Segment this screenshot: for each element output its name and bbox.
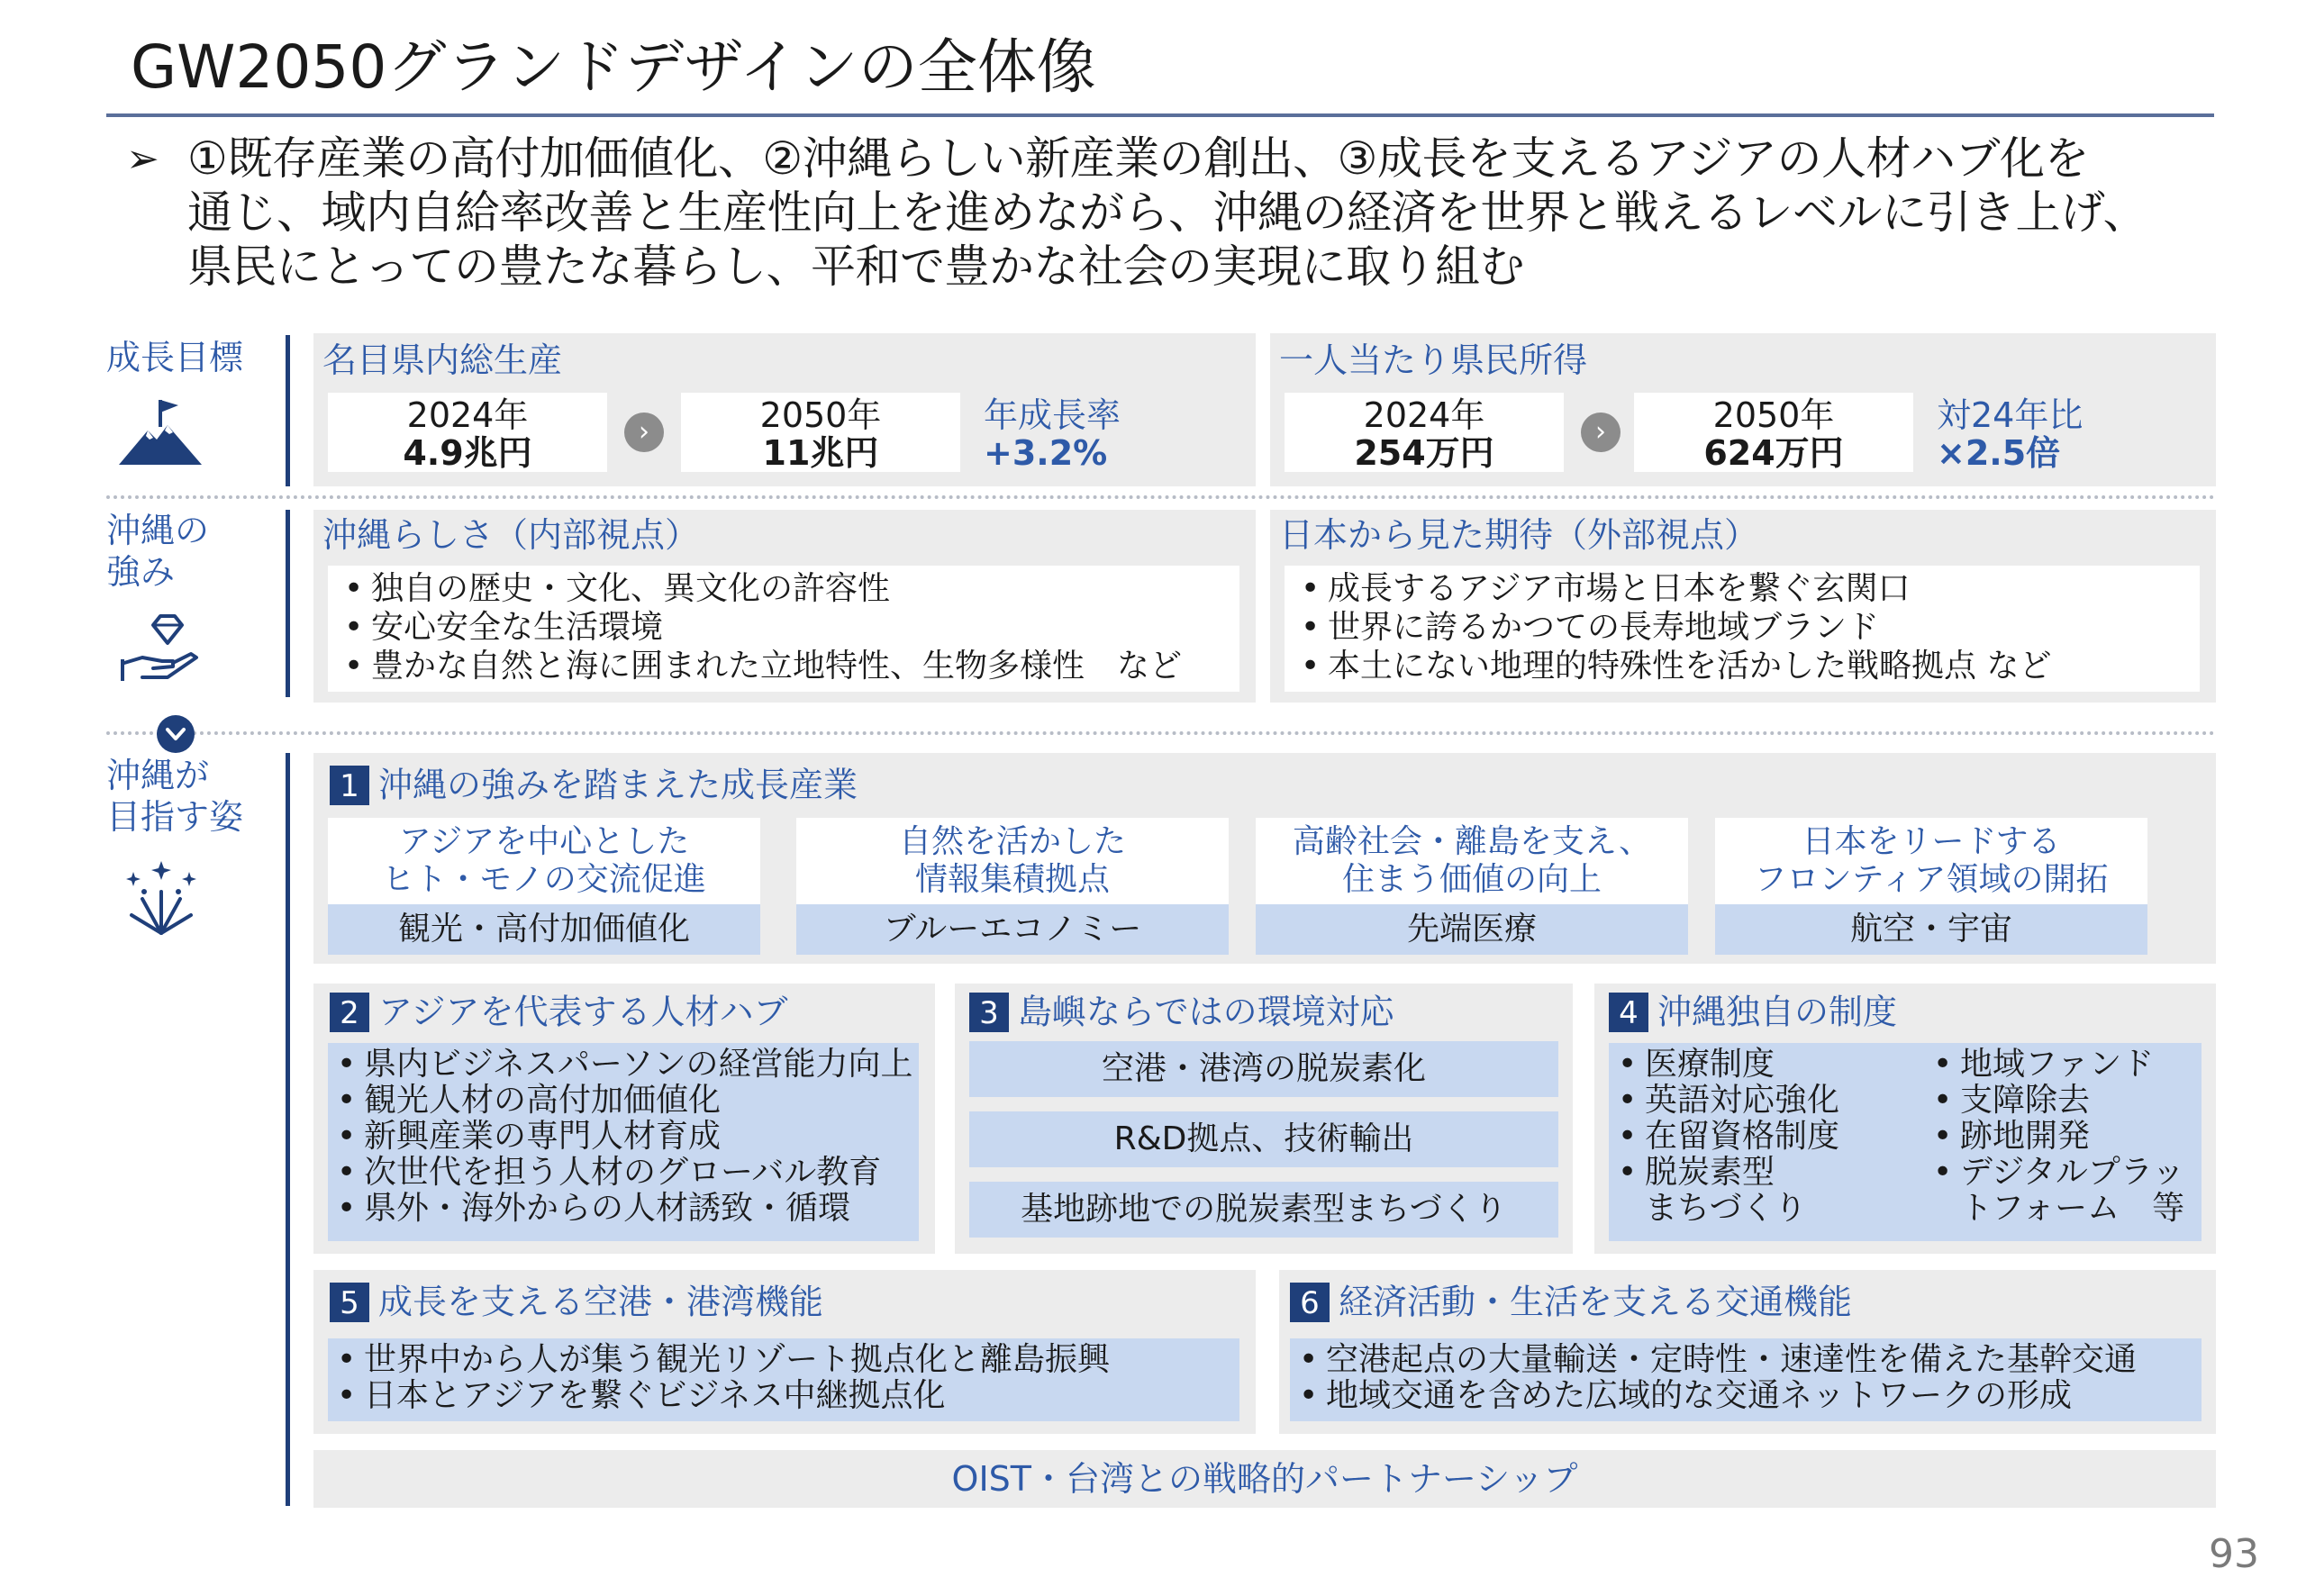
gdp-panel: [313, 333, 1256, 486]
section-5-list: [328, 1338, 1239, 1421]
section-1-panel: [313, 753, 2216, 964]
list-item: • 豊かな自然と海に囲まれた立地特性、生物多様性 など: [335, 647, 1239, 685]
separator-dotted: [106, 731, 2216, 735]
partnership-banner: OIST・台湾との戦略的パートナーシップ: [313, 1450, 2216, 1508]
row-divider-growth: [286, 335, 290, 486]
section-number: 2: [330, 993, 369, 1032]
list-item: • 空港起点の大量輸送・定時性・速達性を備えた基幹交通: [1290, 1342, 2202, 1378]
list-item-continuation: まちづくり: [1645, 1190, 1807, 1227]
income-heading: 一人当たり県民所得: [1279, 340, 1588, 380]
list-item: • 英語対応強化: [1609, 1083, 1915, 1119]
strength-external-panel: [1270, 510, 2216, 703]
section-4-list-right: [1924, 1047, 2194, 1227]
lead-bullet-icon: ➢: [126, 136, 159, 182]
section-6-list: [1290, 1338, 2202, 1421]
strength-internal-heading: 沖縄らしさ（内部視点）: [322, 515, 700, 555]
list-item: • デジタルプラッ: [1924, 1155, 2194, 1191]
section-5-heading: 5 成長を支える空港・港湾機能: [330, 1279, 823, 1323]
section-number: 4: [1609, 993, 1648, 1032]
strength-external-heading: 日本から見た期待（外部視点）: [1279, 515, 1759, 555]
section-number: 5: [330, 1283, 369, 1322]
row-label-vision: 沖縄が 目指す姿: [106, 756, 244, 837]
page-number: 93: [2209, 1531, 2259, 1577]
growth-industry-card: アジアを中心とした ヒト・モノの交流促進: [328, 818, 760, 904]
hand-diamond-icon: [119, 612, 202, 685]
row-divider-vision: [286, 753, 290, 1506]
income-2050-box: 2050年 624万円: [1634, 393, 1913, 472]
section-3-item: R&D拠点、技術輸出: [969, 1111, 1558, 1167]
section-4-list: [1609, 1043, 2202, 1241]
list-item-continuation: トフォーム 等: [1960, 1190, 2185, 1227]
row-divider-strength: [286, 510, 290, 697]
list-item: • 世界に誇るかつての長寿地域ブランド: [1292, 608, 2200, 647]
growth-industry-tag: 航空・宇宙: [1715, 904, 2147, 955]
fireworks-icon: [121, 859, 202, 935]
section-2-panel: [313, 984, 935, 1254]
income-2024-box: 2024年 254万円: [1285, 393, 1564, 472]
list-item: • 医療制度: [1609, 1047, 1915, 1083]
gdp-heading: 名目県内総生産: [322, 340, 563, 380]
section-3-panel: [955, 984, 1573, 1254]
section-1-heading: 1 沖縄の強みを踏まえた成長産業: [330, 762, 858, 806]
section-4-panel: [1594, 984, 2216, 1254]
section-3-item: 空港・港湾の脱炭素化: [969, 1041, 1558, 1097]
section-3-heading: 3 島嶼ならではの環境対応: [969, 989, 1394, 1033]
section-5-panel: [313, 1270, 1256, 1434]
growth-industry-tag: 観光・高付加価値化: [328, 904, 760, 955]
list-item: • 世界中から人が集う観光リゾート拠点化と離島振興: [328, 1342, 1239, 1378]
list-item: • 安心安全な生活環境: [335, 608, 1239, 647]
list-item: • 支障除去: [1924, 1083, 2194, 1119]
strength-internal-list: [328, 566, 1239, 692]
section-4-list-left: [1609, 1047, 1915, 1227]
list-item: • 次世代を担う人材のグローバル教育: [328, 1155, 919, 1191]
page-title: GW2050グランドデザインの全体像: [131, 32, 1096, 102]
gdp-2050-box: 2050年 11兆円: [681, 393, 960, 472]
list-item: • 新興産業の専門人材育成: [328, 1119, 919, 1155]
section-6-heading: 6 経済活動・生活を支える交通機能: [1290, 1279, 1852, 1323]
gdp-2024-box: 2024年 4.9兆円: [328, 393, 607, 472]
list-item: • 県外・海外からの人材誘致・循環: [328, 1191, 919, 1227]
growth-industry-card: 自然を活かした 情報集積拠点: [796, 818, 1229, 904]
chevron-down-icon: [157, 715, 195, 753]
list-item: • 脱炭素型: [1609, 1155, 1915, 1191]
section-number: 3: [969, 993, 1009, 1032]
lead-line: 県民にとっての豊たな暮らし、平和で豊かな社会の実現に取り組む: [187, 240, 1524, 293]
income-rate: 対24年比 ×2.5倍: [1937, 395, 2084, 473]
row-label-growth: 成長目標: [106, 338, 244, 377]
section-2-list: [328, 1043, 919, 1241]
chevron-right-icon: ›: [1581, 413, 1621, 452]
growth-industry-tag: 先端医療: [1256, 904, 1688, 955]
section-4-heading: 4 沖縄独自の制度: [1609, 989, 1897, 1033]
list-item: • 跡地開発: [1924, 1119, 2194, 1155]
section-number: 6: [1290, 1283, 1330, 1322]
list-item: • 観光人材の高付加価値化: [328, 1083, 919, 1119]
row-label-strength: 沖縄の 強み: [106, 511, 210, 592]
mountain-flag-icon: [115, 394, 205, 467]
lead-text: [187, 131, 2223, 294]
chevron-right-icon: ›: [624, 413, 664, 452]
strength-external-list: [1285, 566, 2200, 692]
list-item: • 県内ビジネスパーソンの経営能力向上: [328, 1047, 919, 1083]
list-item: • 独自の歴史・文化、異文化の許容性: [335, 569, 1239, 608]
section-2-heading: 2 アジアを代表する人材ハブ: [330, 989, 787, 1033]
lead-line: ①既存産業の高付加価値化、②沖縄らしい新産業の創出、③成長を支えるアジアの人材ハブ化を: [187, 132, 2089, 185]
strength-internal-panel: [313, 510, 1256, 703]
list-item: • 在留資格制度: [1609, 1119, 1915, 1155]
list-item: • 地域ファンド: [1924, 1047, 2194, 1083]
growth-industry-card: 高齢社会・離島を支え、 住まう価値の向上: [1256, 818, 1688, 904]
gdp-rate: 年成長率 +3.2%: [984, 395, 1121, 473]
list-item: • 成長するアジア市場と日本を繋ぐ玄関口: [1292, 569, 2200, 608]
section-6-panel: [1279, 1270, 2216, 1434]
income-panel: [1270, 333, 2216, 486]
list-item: • 本土にない地理的特殊性を活かした戦略拠点 など: [1292, 647, 2200, 685]
separator-dotted: [106, 495, 2216, 499]
section-3-item: 基地跡地での脱炭素型まちづくり: [969, 1182, 1558, 1238]
title-underline: [106, 113, 2214, 117]
section-number: 1: [330, 766, 369, 805]
lead-line: 通じ、域内自給率改善と生産性向上を進めながら、沖縄の経済を世界と戦えるレベルに引き上げ、: [187, 186, 2147, 239]
list-item: • 日本とアジアを繋ぐビジネス中継拠点化: [328, 1378, 1239, 1414]
growth-industry-card: 日本をリードする フロンティア領域の開拓: [1715, 818, 2147, 904]
growth-industry-tag: ブルーエコノミー: [796, 904, 1229, 955]
list-item: • 地域交通を含めた広域的な交通ネットワークの形成: [1290, 1378, 2202, 1414]
